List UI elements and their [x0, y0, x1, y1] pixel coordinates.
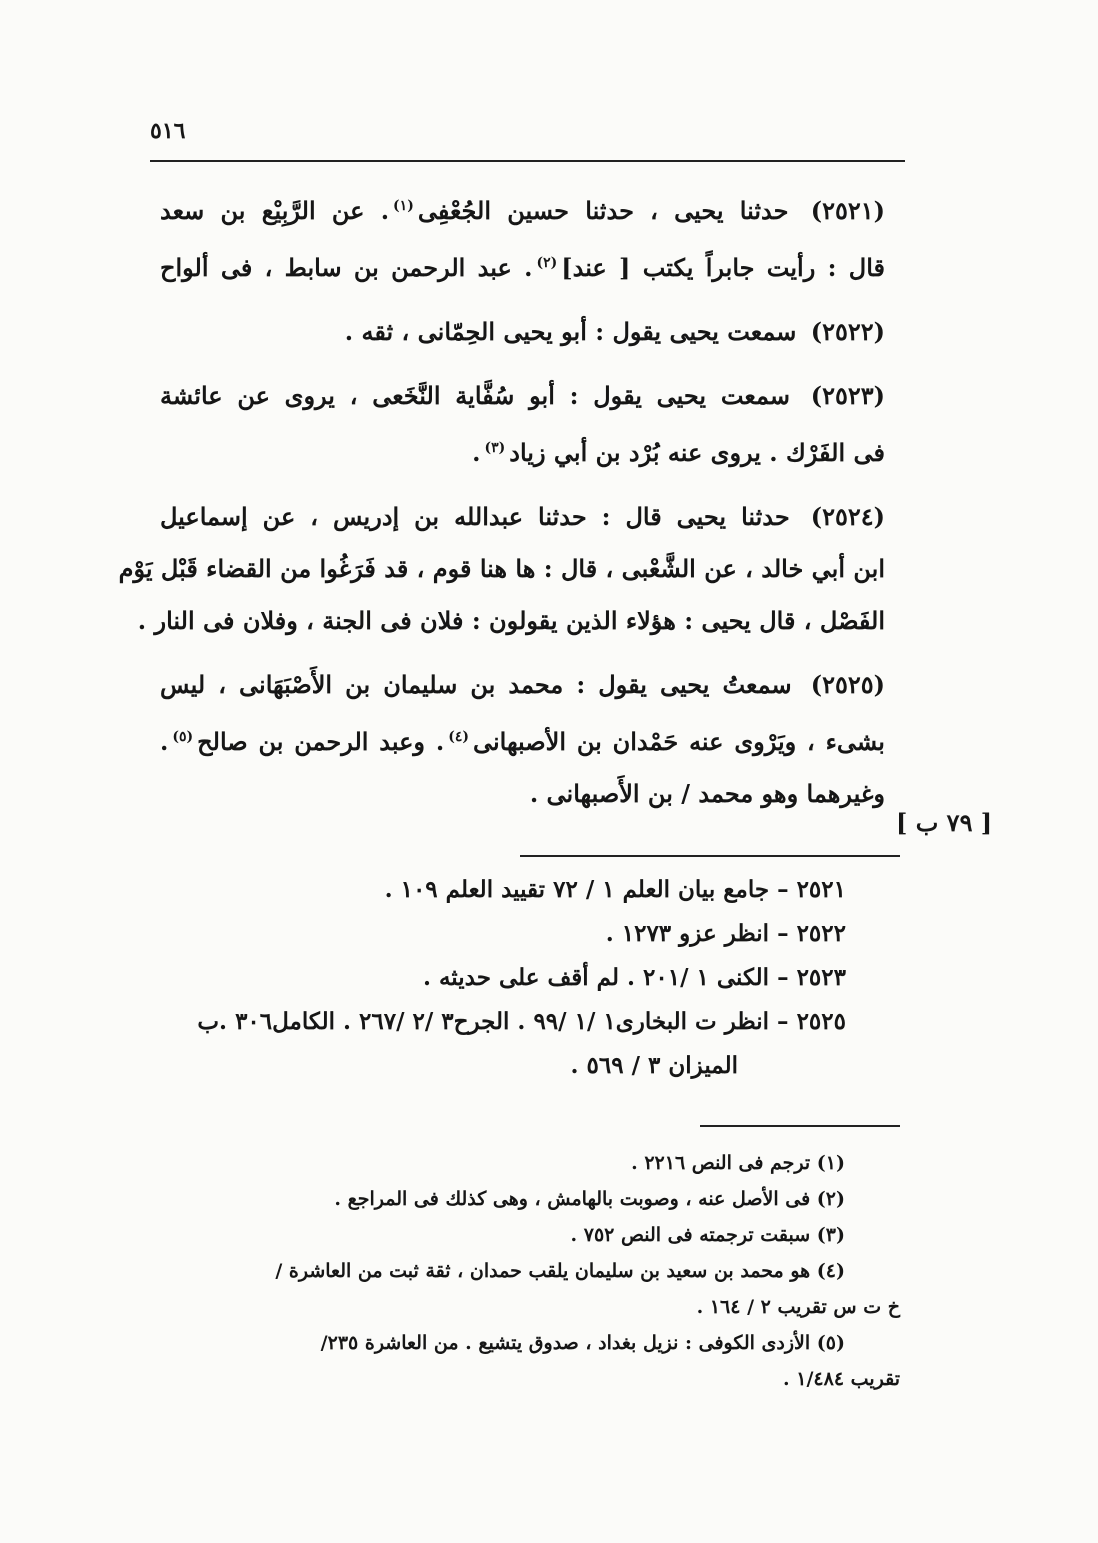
text-line: [137, 595, 885, 647]
entry-2524: [118, 491, 885, 647]
line-text: سمعتُ يحيى يقول : محمد بن سليمان بن الأَصْبَهَانى ، ليس: [160, 670, 792, 699]
footnote: (١) ترجم فى النص ٢٢١٦ .: [631, 1152, 845, 1174]
footnote-ref: (١): [393, 198, 414, 214]
footnote-continuation: تقريب ١/٤٨٤ .: [783, 1368, 900, 1390]
footnote-ref: (٤): [448, 729, 469, 745]
footnote-ref: (٣): [484, 440, 506, 456]
line-text: .: [160, 727, 169, 756]
entry-number: (٢٥٢٣): [810, 381, 886, 410]
footnote-ref: (٢): [536, 255, 558, 271]
text-line: [160, 237, 885, 294]
line-text: قال : رأيت جابراً يكتب [ عند]: [561, 253, 885, 282]
footnotes: [165, 1145, 900, 1397]
line-text: حدثنا يحيى ، حدثنا حسين الجُعْفِى: [417, 196, 789, 225]
line-text: وغيرهما وهو محمد / بن الأَصبهانى .: [529, 779, 885, 808]
text-line: [160, 711, 885, 768]
text-line: [160, 659, 885, 711]
line-text: . عن الرَّبِيْع بن سعد: [160, 196, 390, 225]
text-line: [160, 306, 885, 358]
line-text: الفَصْل ، قال يحيى : هؤلاء الذين يقولون : فلان فى الجنة ، وفلان فى النار .: [137, 606, 885, 635]
line-text: فى الفَرْك . يروى عنه بُرْد بن أبي زياد: [509, 438, 885, 467]
line-text: . عبد الرحمن بن سابط ، فى ألواح: [160, 253, 533, 282]
source-line: ٢٥٢٣ – الكنى ١ /٢٠١ . لم أقف على حديثه .: [422, 964, 846, 991]
folio-marker: [ ٧٩ ب ]: [896, 808, 993, 837]
footnote-rule: [700, 1125, 900, 1127]
footnote: (٣) سبقت ترجمته فى النص ٧٥٢ .: [570, 1224, 845, 1246]
entry-number: (٢٥٢٥): [810, 670, 885, 699]
source-line: ٢٥٢١ – جامع بيان العلم ١ / ٧٢ تقييد العلم ١٠٩ .: [384, 876, 846, 903]
footnote-continuation: خ ت س تقريب ٢ / ١٦٤ .: [696, 1296, 900, 1318]
text-line: [160, 768, 885, 820]
line-text: بشىء ، ويَرْوى عنه حَمْدان بن الأصبهانى: [473, 727, 885, 756]
sources-rule: [520, 855, 900, 857]
footnote: (٤) هو محمد بن سعيد بن سليمان يلقب حمدان ، ثقة ثبت من العاشرة /: [275, 1260, 845, 1282]
text-line: [160, 180, 885, 237]
page-number: ٥١٦: [150, 118, 186, 144]
text-line: [160, 370, 885, 422]
source-line: [160, 1044, 846, 1088]
footnote-ref: (٥): [172, 729, 194, 745]
source-continuation: الميزان ٣ / ٥٦٩ .: [570, 1052, 738, 1079]
line-text: . وعبد الرحمن بن صالح: [197, 727, 445, 756]
entry-number: (٢٥٢٢): [810, 317, 885, 346]
entry-number: (٢٥٢٤): [810, 502, 885, 531]
entry-2522: [160, 306, 885, 358]
footnote: (٥) الأزدى الكوفى : نزيل بغداد ، صدوق يتشيع . من العاشرة ٢٣٥/: [320, 1332, 845, 1354]
line-text: حدثنا يحيى قال : حدثنا عبدالله بن إدريس ، عن إسماعيل: [160, 502, 790, 531]
text-line: [160, 491, 885, 543]
line-text: سمعت يحيى يقول : أبو سُفَّاية النَّخَعى ، يروى عن عائشة: [160, 381, 790, 410]
entry-2525: [160, 659, 885, 820]
sources-list: [160, 868, 846, 1088]
source-line: ٢٥٢٢ – انظر عزو ١٢٧٣ .: [605, 920, 846, 947]
entry-2521: [160, 180, 885, 294]
text-line: [160, 422, 885, 479]
entry-number: (٢٥٢١): [810, 196, 885, 225]
source-line: ٢٥٢٥ – انظر ت البخارى١ /١ /٩٩ . الجرح٣ /٢ /٢٦٧ . الكامل٣٠٦ .ب: [197, 1008, 846, 1035]
line-text: سمعت يحيى يقول : أبو يحيى الحِمّانى ، ثقه .: [344, 317, 797, 346]
header-rule: [150, 160, 905, 162]
line-text: ابن أبي خالد ، عن الشَّعْبى ، قال : ها هنا قوم ، قد فَرَغُوا من القضاء قَبْل يَوْم: [118, 554, 885, 583]
main-text: [118, 180, 886, 820]
footnote: (٢) فى الأصل عنه ، وصوبت بالهامش ، وهى كذلك فى المراجع .: [334, 1188, 845, 1210]
line-text: .: [472, 438, 481, 467]
text-line: [118, 543, 885, 595]
entry-2523: [160, 370, 885, 479]
